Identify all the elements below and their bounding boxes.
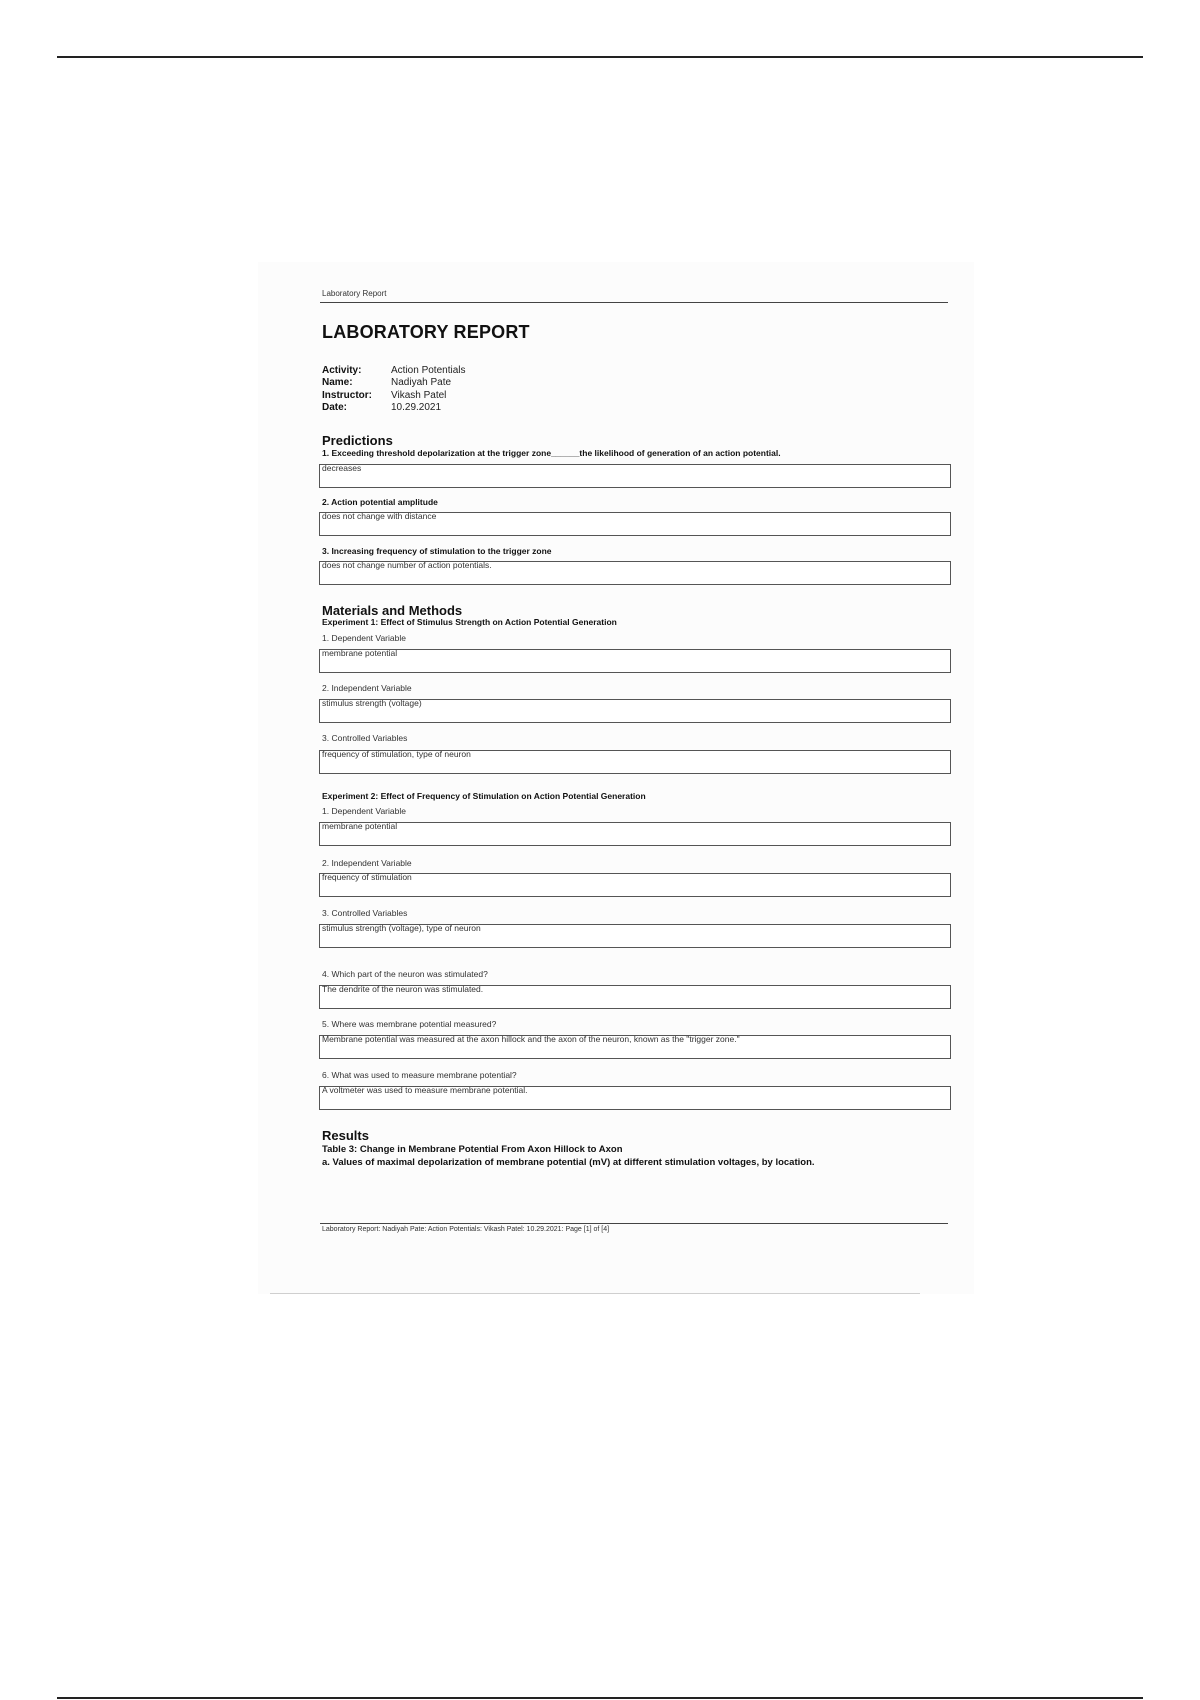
exp1-question-1: 1. Dependent Variable <box>322 633 406 643</box>
prediction-question-2: 2. Action potential amplitude <box>322 497 438 507</box>
answer-5: Membrane potential was measured at the axon hillock and the axon of the neuron, known as the "trigger zone." <box>322 1034 740 1044</box>
prediction-answer-box-3[interactable] <box>319 561 951 585</box>
answer-box-5[interactable] <box>319 1035 951 1059</box>
exp2-answer-box-2[interactable] <box>319 873 951 897</box>
meta-key-activity: Activity: <box>322 365 362 376</box>
meta-key-name: Name: <box>322 377 353 388</box>
prediction-question-1: 1. Exceeding threshold depolarization at the trigger zone______the likelihood of generation of an action potential. <box>322 448 781 458</box>
exp1-question-2: 2. Independent Variable <box>322 683 412 693</box>
exp2-question-1: 1. Dependent Variable <box>322 806 406 816</box>
running-header: Laboratory Report <box>322 289 387 298</box>
meta-key-instructor: Instructor: <box>322 390 372 401</box>
table-3-subtitle: a. Values of maximal depolarization of membrane potential (mV) at different stimulation voltages, by location. <box>322 1157 815 1168</box>
exp2-question-2: 2. Independent Variable <box>322 858 412 868</box>
exp1-answer-2: stimulus strength (voltage) <box>322 698 422 708</box>
exp1-question-3: 3. Controlled Variables <box>322 733 408 743</box>
question-5: 5. Where was membrane potential measured? <box>322 1019 497 1029</box>
question-4: 4. Which part of the neuron was stimulated? <box>322 969 488 979</box>
meta-value-instructor: Vikash Patel <box>391 390 447 401</box>
experiment-2-title: Experiment 2: Effect of Frequency of Stimulation on Action Potential Generation <box>322 791 646 801</box>
exp1-answer-3: frequency of stimulation, type of neuron <box>322 749 471 759</box>
exp1-answer-box-2[interactable] <box>319 699 951 723</box>
answer-box-4[interactable] <box>319 985 951 1009</box>
prediction-question-3: 3. Increasing frequency of stimulation to the trigger zone <box>322 546 552 556</box>
question-6: 6. What was used to measure membrane potential? <box>322 1070 517 1080</box>
exp2-answer-1: membrane potential <box>322 821 398 831</box>
methods-heading: Materials and Methods <box>322 603 463 618</box>
results-heading: Results <box>322 1128 369 1143</box>
meta-value-date: 10.29.2021 <box>391 402 442 413</box>
predictions-heading: Predictions <box>322 433 393 448</box>
exp1-answer-1: membrane potential <box>322 648 398 658</box>
prediction-answer-3: does not change number of action potentials. <box>322 560 492 570</box>
report-title: LABORATORY REPORT <box>322 322 530 342</box>
answer-box-6[interactable] <box>319 1086 951 1110</box>
bottom-rule <box>57 1697 1143 1699</box>
exp2-answer-box-1[interactable] <box>319 822 951 846</box>
meta-value-activity: Action Potentials <box>391 365 466 376</box>
page-bottom-edge <box>270 1293 920 1294</box>
header-rule <box>320 302 948 303</box>
footer-rule <box>320 1223 948 1224</box>
answer-4: The dendrite of the neuron was stimulated. <box>322 984 484 994</box>
exp2-answer-box-3[interactable] <box>319 924 951 948</box>
experiment-1-title: Experiment 1: Effect of Stimulus Strength on Action Potential Generation <box>322 617 617 627</box>
exp1-answer-box-1[interactable] <box>319 649 951 673</box>
prediction-answer-2: does not change with distance <box>322 511 437 521</box>
exp1-answer-box-3[interactable] <box>319 750 951 774</box>
prediction-answer-box-2[interactable] <box>319 512 951 536</box>
exp2-answer-3: stimulus strength (voltage), type of neuron <box>322 923 481 933</box>
top-rule <box>57 56 1143 58</box>
prediction-answer-1: decreases <box>322 463 362 473</box>
document-page <box>258 262 974 1294</box>
meta-key-date: Date: <box>322 402 348 413</box>
page-footer: Laboratory Report: Nadiyah Pate: Action Potentials: Vikash Patel: 10.29.2021: Page [1] of [4] <box>322 1226 610 1233</box>
exp2-question-3: 3. Controlled Variables <box>322 908 408 918</box>
exp2-answer-2: frequency of stimulation <box>322 872 412 882</box>
prediction-answer-box-1[interactable] <box>319 464 951 488</box>
answer-6: A voltmeter was used to measure membrane potential. <box>322 1085 528 1095</box>
meta-value-name: Nadiyah Pate <box>391 377 452 388</box>
table-3-title: Table 3: Change in Membrane Potential From Axon Hillock to Axon <box>322 1144 623 1155</box>
